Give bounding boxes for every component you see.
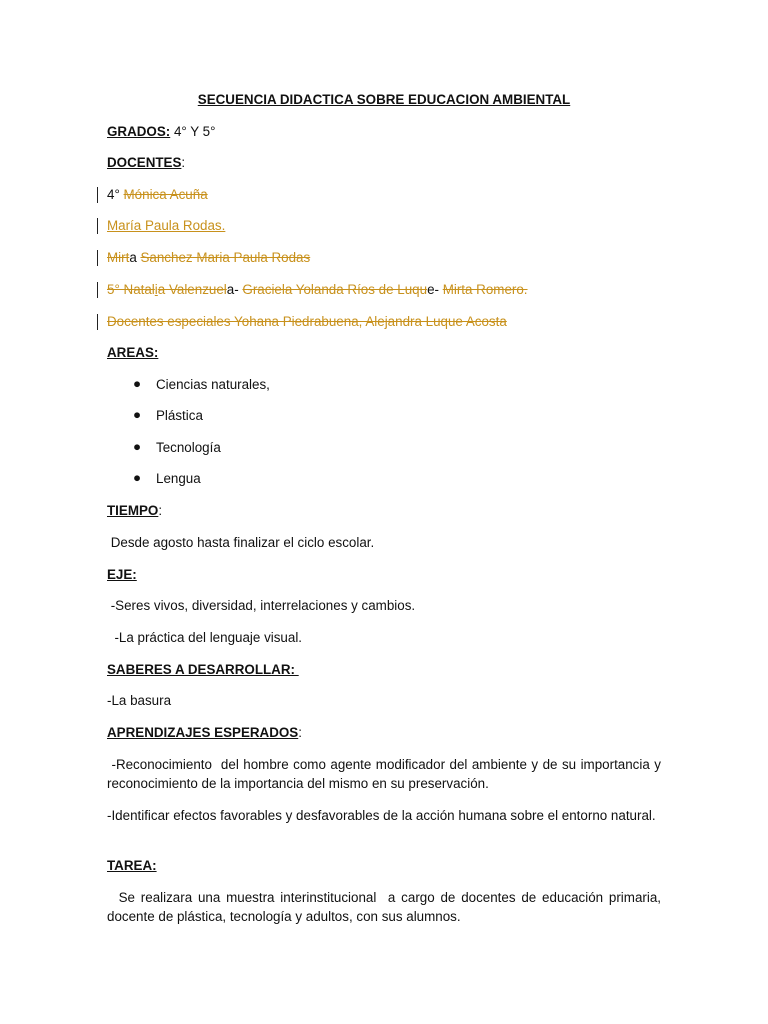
- saberes-line: [107, 661, 299, 679]
- grados-line: [107, 123, 215, 141]
- grados-value: 4° Y 5°: [170, 124, 216, 139]
- change-bar: [97, 187, 98, 203]
- saberes-text: -La basura: [107, 693, 172, 708]
- saberes-heading: SABERES A DESARROLLAR:: [107, 662, 299, 677]
- grados-heading: GRADOS:: [107, 124, 171, 139]
- docentes-line-2: [107, 217, 225, 235]
- aprendizajes-paragraph-1: -Reconocimiento del hombre como agente modificador del ambiente y de su importancia y reconocimiento de la importancia del mismo en su preservación.: [107, 757, 665, 791]
- docentes-line-1: [107, 186, 208, 204]
- deleted-teacher-name: Mónica Acuña: [123, 187, 208, 202]
- document-title: SECUENCIA DIDACTICA SOBRE EDUCACION AMBIENTAL: [197, 92, 571, 107]
- tarea-paragraph: Se realizara una muestra interinstitucional a cargo de docentes de educación primaria, docente de plástica, tecnología y adultos, con sus alumnos.: [107, 890, 665, 924]
- docentes-line-3: [107, 249, 310, 267]
- area-item: Ciencias naturales,: [156, 377, 270, 392]
- eje-item-2: -La práctica del lenguaje visual.: [107, 630, 303, 645]
- area-item: Plástica: [156, 408, 203, 423]
- change-bar: [97, 250, 98, 266]
- tiempo-heading: TIEMPO: [107, 503, 159, 518]
- tiempo-line: [107, 502, 162, 520]
- bullet-icon: ●: [133, 376, 142, 391]
- docentes-colon: :: [181, 155, 186, 170]
- grade-4-prefix: 4°: [107, 187, 124, 202]
- tarea-line: [107, 857, 157, 875]
- area-item: Tecnología: [156, 440, 221, 455]
- areas-heading: AREAS:: [107, 345, 159, 360]
- tiempo-text: Desde agosto hasta finalizar el ciclo escolar.: [107, 535, 375, 550]
- tiempo-colon: :: [158, 503, 163, 518]
- deleted-text: Mirta Romero.: [442, 282, 528, 297]
- change-bar: [97, 282, 98, 298]
- aprendizajes-line: [107, 724, 302, 742]
- tarea-heading: TAREA:: [107, 858, 157, 873]
- docentes-line-5: [107, 313, 507, 331]
- deleted-text: Mirt: [107, 250, 130, 265]
- area-item: Lengua: [156, 471, 201, 486]
- plain-text: a: [129, 250, 141, 265]
- aprendizajes-paragraph-2: -Identificar efectos favorables y desfavorables de la acción humana sobre el entorno natural.: [107, 808, 656, 823]
- docentes-line: [107, 154, 185, 172]
- change-bar: [97, 218, 98, 234]
- bullet-icon: ●: [133, 439, 142, 454]
- aprendizajes-colon: :: [298, 725, 302, 740]
- plain-text: a-: [226, 282, 243, 297]
- inserted-teacher-name: María Paula Rodas.: [107, 218, 226, 233]
- eje-line: [107, 566, 137, 584]
- change-bar: [97, 314, 98, 330]
- docentes-heading: DOCENTES: [107, 155, 182, 170]
- deleted-text: Sanchez Maria Paula Rodas: [140, 250, 311, 265]
- deleted-special-teachers: Docentes especiales Yohana Piedrabuena, Alejandra Luque Acosta: [107, 314, 507, 329]
- bullet-icon: ●: [133, 407, 142, 422]
- deleted-text: 5° Natal: [107, 282, 155, 297]
- deleted-text: a Valenzuel: [157, 282, 227, 297]
- inserted-text: i: [154, 282, 158, 297]
- aprendizajes-heading: APRENDIZAJES ESPERADOS: [107, 725, 299, 740]
- docentes-line-4: [107, 281, 528, 299]
- eje-item-1: -Seres vivos, diversidad, interrelaciones y cambios.: [107, 598, 416, 613]
- areas-line: [107, 344, 158, 362]
- deleted-text: Graciela Yolanda Ríos de Luqu: [242, 282, 428, 297]
- eje-heading: EJE:: [107, 567, 137, 582]
- plain-text: e-: [427, 282, 443, 297]
- bullet-icon: ●: [133, 470, 142, 485]
